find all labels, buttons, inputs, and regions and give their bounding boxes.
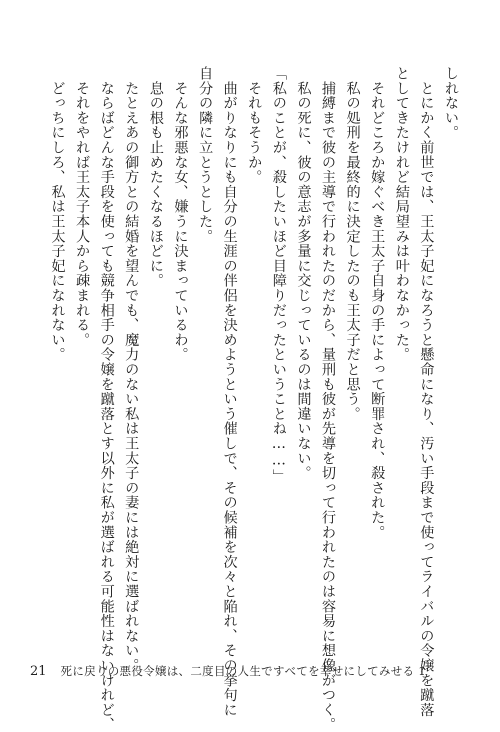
page-number: 21 [30, 663, 47, 679]
text-line: それをやれば王太子本人から疎まれる。 [74, 66, 91, 348]
book-title: 死に戻りの悪役令嬢は、二度目の人生ですべてを幸せにしてみせる 1 [60, 664, 426, 678]
text-line: それもそうか。 [246, 66, 263, 185]
page-footer [30, 661, 470, 681]
text-line: それどころか嫁ぐべき王太子自身の手によって断罪され、殺された。 [369, 66, 386, 540]
text-line: 「私のことが、殺したいほど目障りだったということね……」 [270, 66, 287, 484]
text-line: としてきたけれど結局望みは叶わなかった。 [393, 66, 410, 362]
text-line: 私の処刑を最終的に決定したのも王太子だと思う。 [344, 66, 361, 422]
text-line: とにかく前世では、王太子妃になろうと懸命になり、汚い手段まで使ってライバルの令嬢を蹴落 [418, 66, 435, 718]
text-line: ならばどんな手段を使っても競争相手の令嬢を蹴落とす以外に私が選ばれる可能性はないけれど、 [98, 66, 115, 732]
text-line: どっちにしろ、私は王太子妃になれない。 [49, 66, 66, 362]
text-line: 息の根も止めたくなるほどに。 [147, 66, 164, 288]
text-line: しれない。 [443, 66, 459, 140]
text-line: そんな邪悪な女、嫌うに決まっているわ。 [172, 66, 189, 362]
text-line: 曲がりなりにも自分の生涯の伴侶を決めようという催しで、その候補を次々と陥れ、その挙句に [221, 66, 238, 718]
text-line: 私の死に、彼の意志が多量に交じっているのは間違いない。 [295, 66, 312, 481]
text-line: たとえあの御方との結婚を望んでも、魔力のない私は王太子の妻には絶対に選ばれない。 [123, 66, 140, 673]
text-line: 捕縛まで彼の主導で行われたのだから、量刑も彼が先導を切って行われたのは容易に想像がつく。 [320, 66, 337, 732]
text-line: 自分の隣に立とうとした。 [197, 66, 214, 244]
